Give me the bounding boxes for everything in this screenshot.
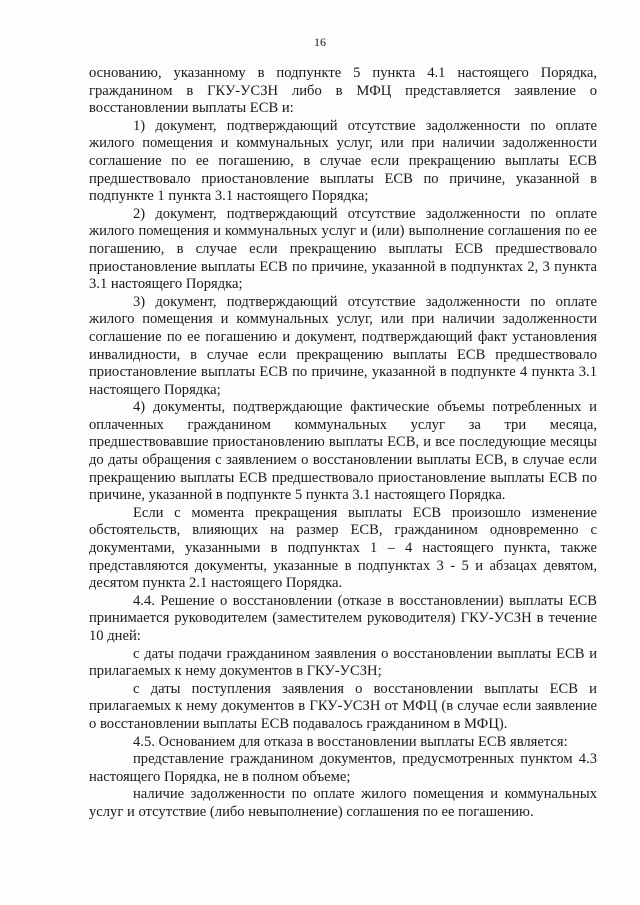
paragraph-4-5-b: наличие задолженности по оплате жилого помещения и коммунальных услуг и отсутствие (либо невыполнение) соглашения по ее погашению.: [89, 786, 597, 820]
paragraph-item-4: 4) документы, подтверждающие фактические объемы потребленных и оплаченных гражданином коммунальных услуг за три месяца, предшествовавшие приостановлению выплаты ЕСВ, и все последующие месяцы до даты обращения с заявлением о восстановлении выплаты ЕСВ, в случае если прекращению выплаты ЕСВ предшествовало приостановление выплаты ЕСВ по причине, указанной в подпункте 5 пункта 3.1 настоящего Порядка.: [89, 399, 597, 504]
paragraph-4-5: 4.5. Основанием для отказа в восстановлении выплаты ЕСВ является:: [133, 733, 568, 750]
paragraph-4-4: 4.4. Решение о восстановлении (отказе в восстановлении) выплаты ЕСВ принимается руководителем (заместителем руководителя) ГКУ-УСЗН в течение 10 дней:: [89, 592, 597, 644]
paragraph-item-2: 2) документ, подтверждающий отсутствие задолженности по оплате жилого помещения и коммунальных услуг и (или) выполнение соглашения по ее погашению, в случае если прекращению выплаты ЕСВ предшествовало приостановление выплаты ЕСВ по причине, указанной в подпунктах 2, 3 пункта 3.1 настоящего Порядка;: [89, 205, 597, 293]
paragraph-4-4-b: с даты поступления заявления о восстановлении выплаты ЕСВ и прилагаемых к нему документов в ГКУ-УСЗН от МФЦ (в случае если заявление о восстановлении выплаты ЕСВ подавалось гражданином в МФЦ).: [89, 680, 597, 732]
paragraph-4-4-a: с даты подачи гражданином заявления о восстановлении выплаты ЕСВ и прилагаемых к нему документов в ГКУ-УСЗН;: [89, 645, 597, 680]
paragraph-item-1: 1) документ, подтверждающий отсутствие задолженности по оплате жилого помещения и коммунальных услуг, или при наличии задолженности соглашение по ее погашению, в случае если прекращению выплаты ЕСВ предшествовало приостановление выплаты ЕСВ по причине, указанной в подпункте 1 пункта 3.1 настоящего Порядка;: [89, 117, 597, 205]
paragraph-4-5-a: представление гражданином документов, предусмотренных пунктом 4.3 настоящего Порядка, не в полном объеме;: [89, 751, 597, 785]
paragraph-item-3: 3) документ, подтверждающий отсутствие задолженности по оплате жилого помещения и коммунальных услуг, или при наличии задолженности соглашение по ее погашению и документ, подтверждающий факт установления инвалидности, в случае если прекращению выплаты ЕСВ предшествовало приостановление выплаты ЕСВ по причине, указанной в подпункте 4 пункта 3.1 настоящего Порядка;: [89, 293, 597, 398]
page-number: 16: [314, 35, 326, 49]
document-body: [89, 65, 597, 822]
paragraph-intro: основанию, указанному в подпункте 5 пункта 4.1 настоящего Порядка, гражданином в ГКУ-УСЗН либо в МФЦ представляется заявление о восстановлении выплаты ЕСВ и:: [89, 65, 597, 117]
paragraph-changes: Если с момента прекращения выплаты ЕСВ произошло изменение обстоятельств, влияющих на размер ЕСВ, гражданином одновременно с документами, указанными в подпунктах 1 – 4 настоящего пункта, также представляются документы, указанные в подпунктах 3 - 5 и абзацах девятом, десятом пункта 2.1 настоящего Порядка.: [89, 504, 597, 592]
